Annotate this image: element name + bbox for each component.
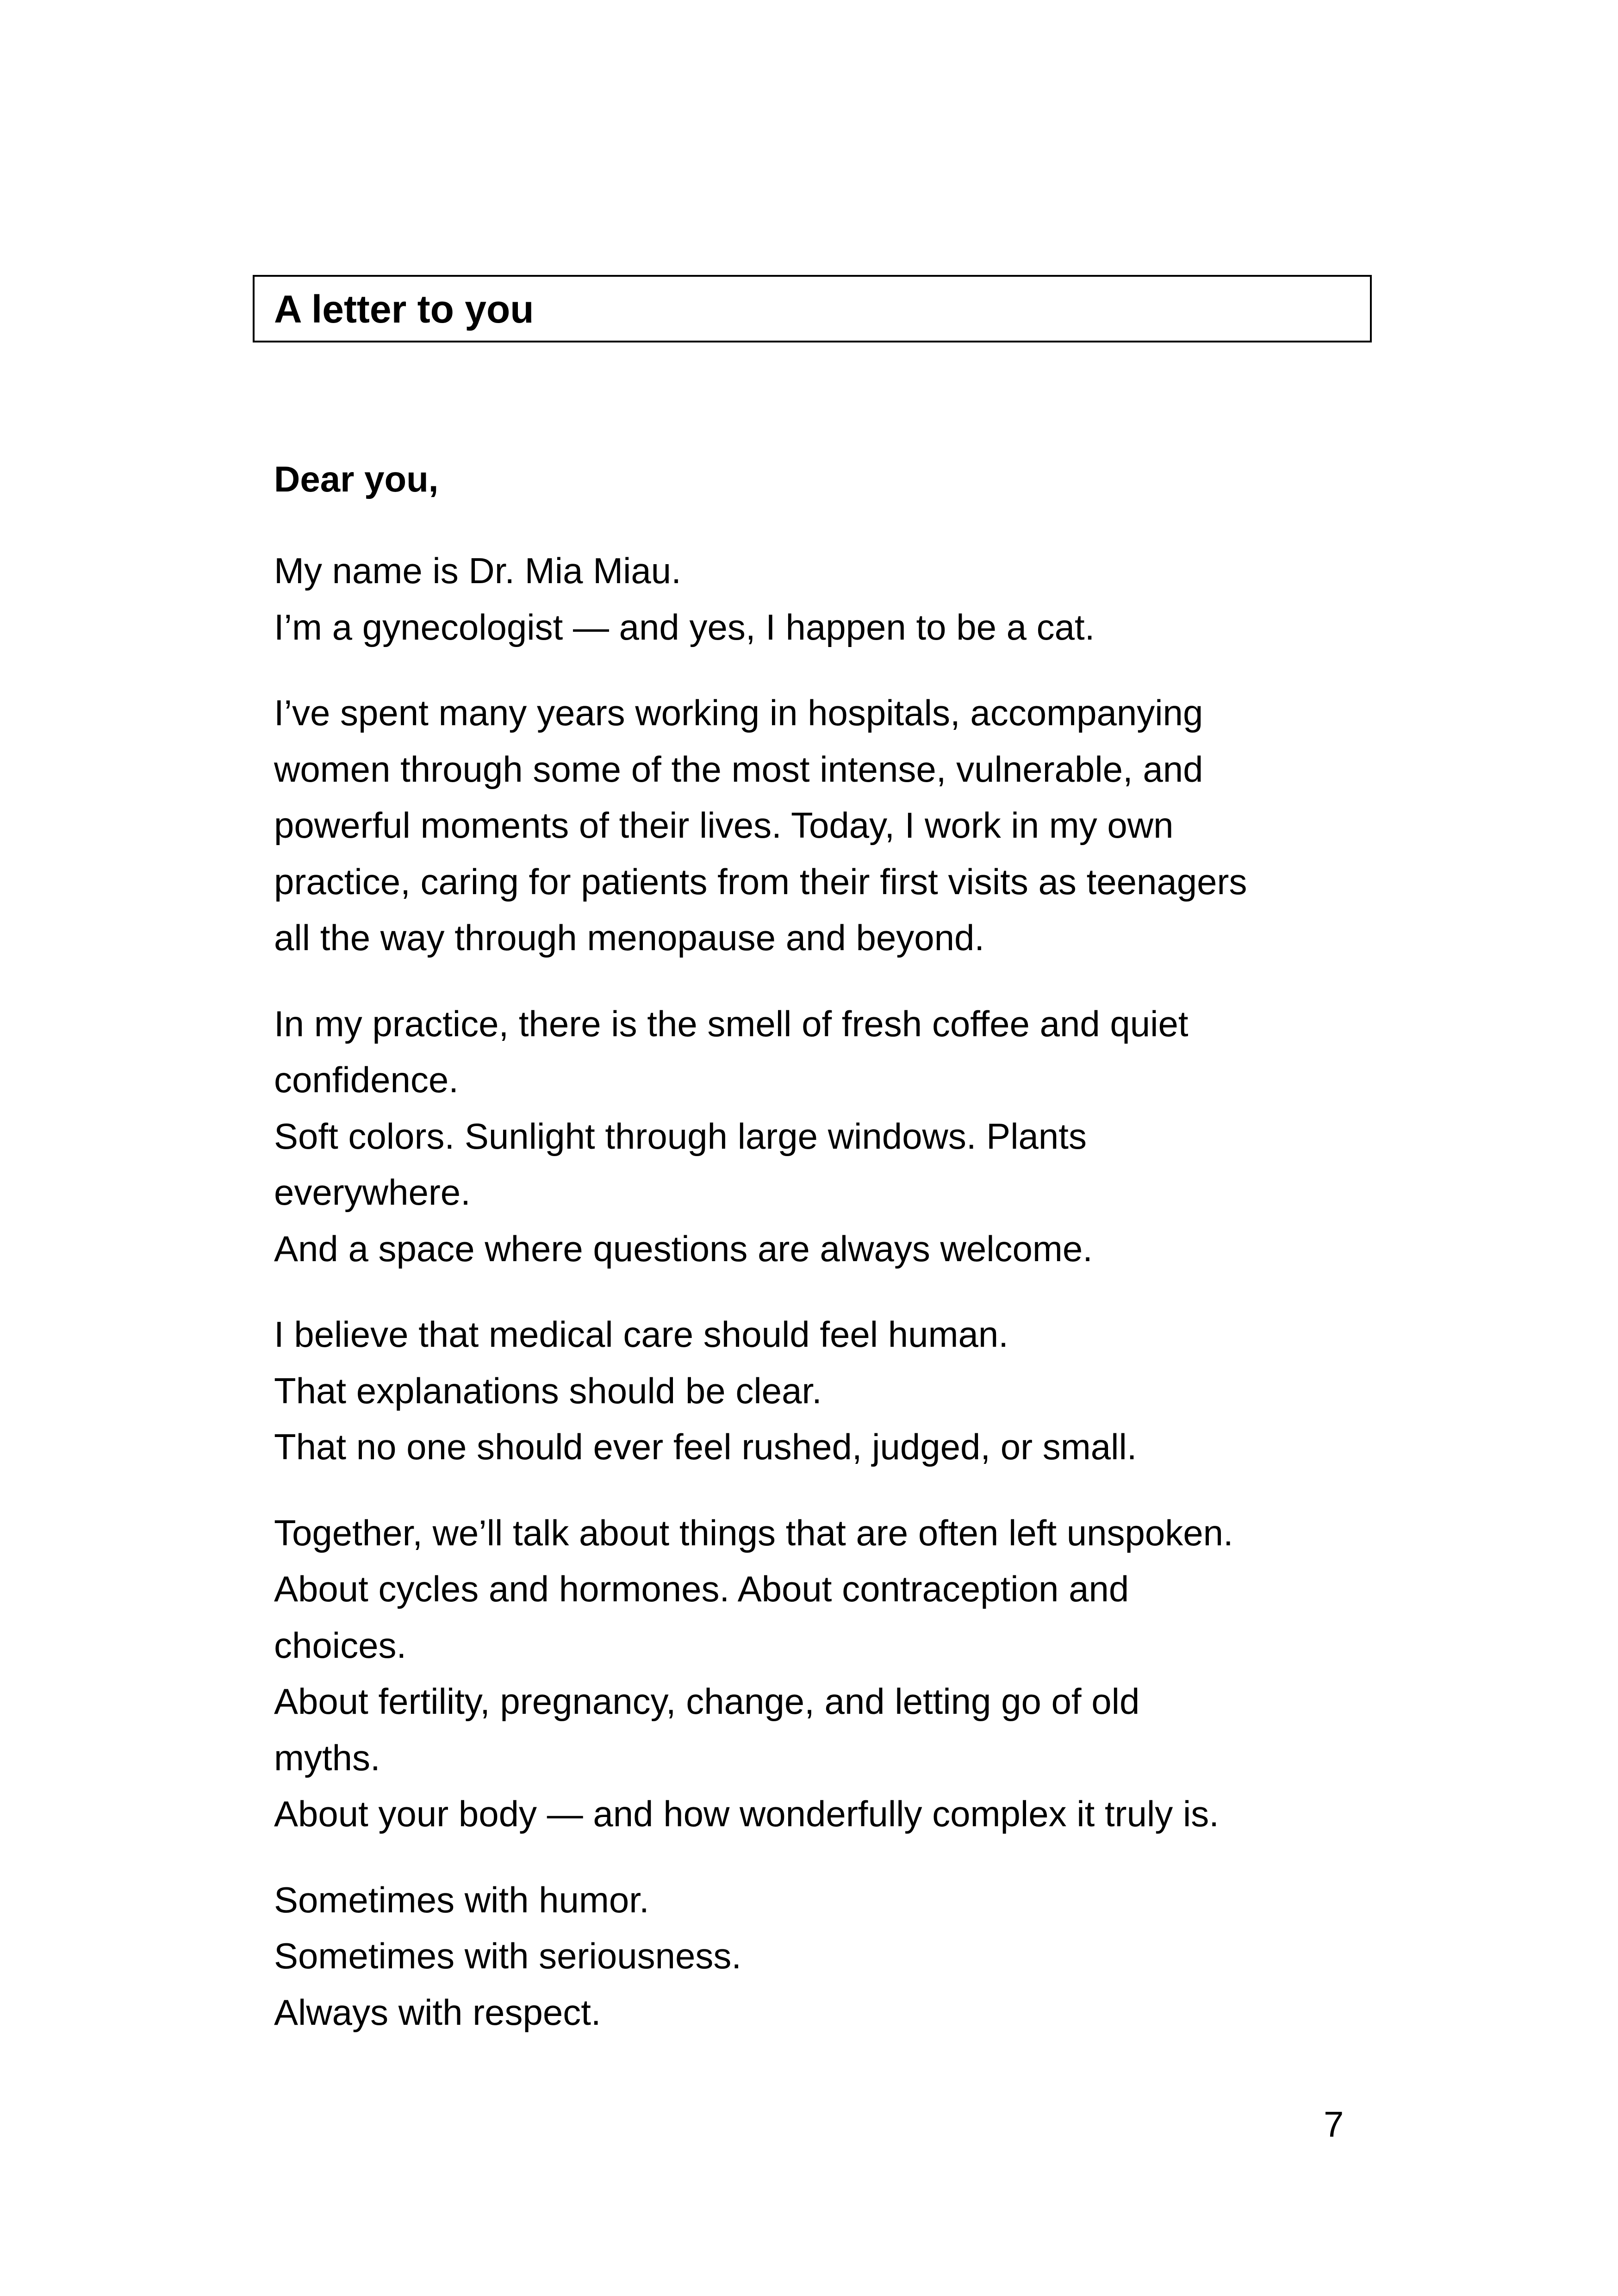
text-line: About fertility, pregnancy, change, and letting go of old [274,1681,1140,1722]
text-line: Together, we’ll talk about things that are often left unspoken. [274,1512,1233,1553]
section-title-box [253,275,1372,342]
text-line: Always with respect. [274,1991,601,2033]
text-line: practice, caring for patients from their first visits as teenagers [274,861,1247,902]
paragraph-practice [274,996,1362,1277]
section-title: A letter to you [274,287,534,331]
paragraph-beliefs [274,1307,1362,1475]
page-number: 7 [1324,2104,1344,2145]
text-line: That no one should ever feel rushed, judged, or small. [274,1426,1137,1467]
text-line: powerful moments of their lives. Today, I work in my own [274,805,1174,846]
text-line: Soft colors. Sunlight through large windows. Plants [274,1115,1087,1157]
text-line: all the way through menopause and beyond. [274,917,985,958]
text-line: women through some of the most intense, vulnerable, and [274,748,1203,790]
text-line: everywhere. [274,1172,471,1213]
text-line: confidence. [274,1059,459,1100]
paragraph-intro [274,543,1362,655]
text-line: About cycles and hormones. About contraception and [274,1568,1129,1609]
text-line: That explanations should be clear. [274,1370,822,1411]
text-line: I believe that medical care should feel human. [274,1314,1008,1355]
paragraph-tone [274,1872,1362,2041]
text-line: Sometimes with seriousness. [274,1935,742,1976]
text-line: myths. [274,1737,380,1778]
paragraph-experience [274,685,1362,966]
text-line: I’ve spent many years working in hospitals, accompanying [274,692,1203,733]
letter-body [274,456,1362,2070]
paragraph-topics [274,1505,1362,1842]
text-line: And a space where questions are always welcome. [274,1228,1093,1269]
text-line: Sometimes with humor. [274,1879,649,1920]
text-line: choices. [274,1624,407,1666]
text-line: In my practice, there is the smell of fresh coffee and quiet [274,1003,1189,1044]
text-line: I’m a gynecologist — and yes, I happen to be a cat. [274,606,1095,647]
text-line: My name is Dr. Mia Miau. [274,550,681,591]
text-line: About your body — and how wonderfully complex it truly is. [274,1793,1219,1834]
salutation: Dear you, [274,459,439,499]
